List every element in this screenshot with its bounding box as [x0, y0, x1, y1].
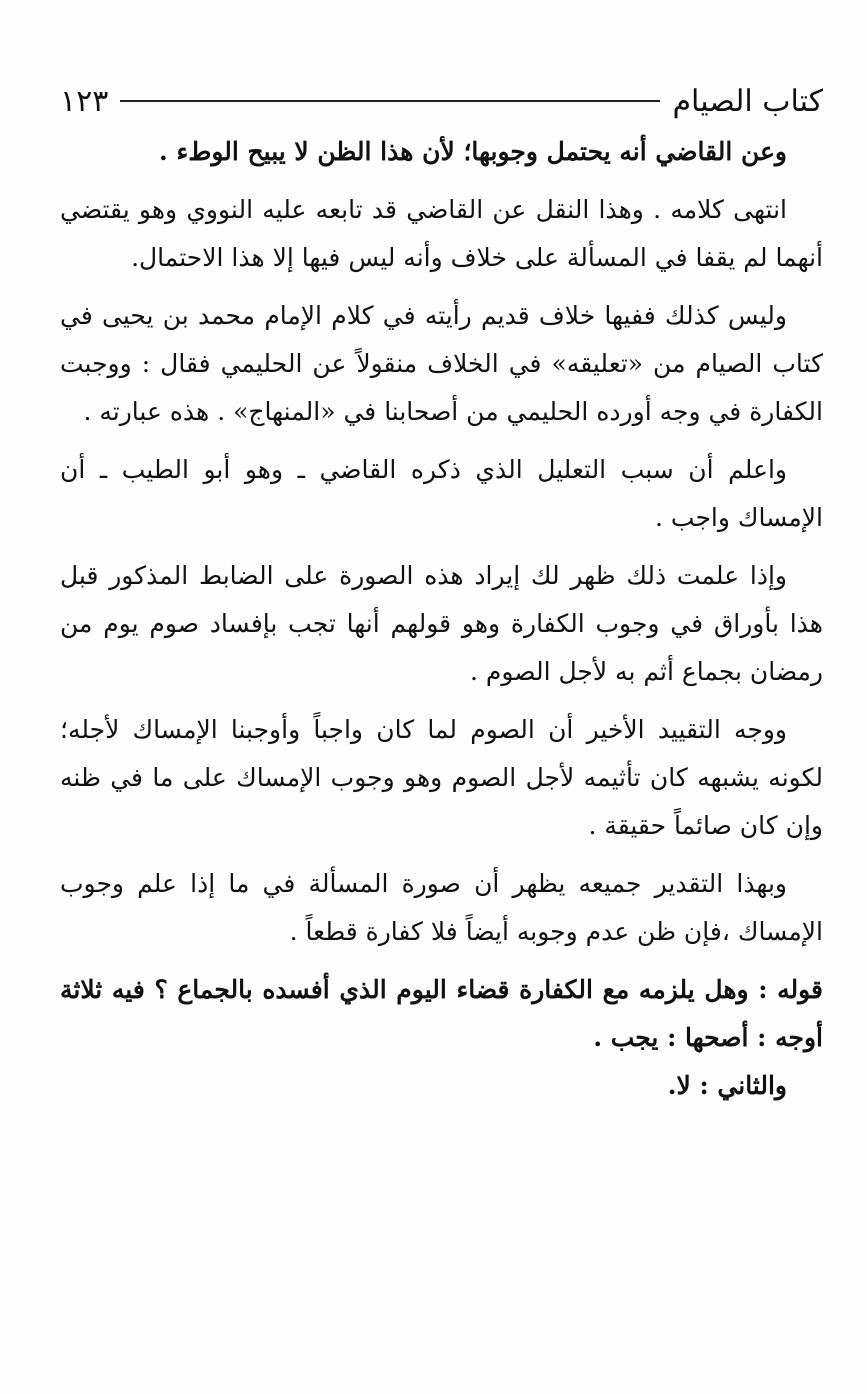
paragraph-7: وبهذا التقدير جميعه يظهر أن صورة المسألة في ما إذا علم وجوب الإمساك ،فإن ظن عدم وجوبه أيضاً فلا كفارة قطعاً . [60, 869, 823, 946]
page-body [60, 128, 823, 1110]
paragraph-6: ووجه التقييد الأخير أن الصوم لما كان واجباً وأوجبنا الإمساك لأجله؛ لكونه يشبهه كان تأثيمه لأجل الصوم وهو وجوب الإمساك على ما في ظنه وإن كان صائماً حقيقة . [60, 715, 823, 840]
paragraph-4: واعلم أن سبب التعليل الذي ذكره القاضي ـ وهو أبو الطيب ـ أن الإمساك واجب . [60, 455, 823, 532]
paragraph-1: وعن القاضي أنه يحتمل وجوبها؛ لأن هذا الظن لا يبيح الوطء . [159, 137, 787, 166]
paragraph-9: والثاني : لا. [667, 1071, 787, 1100]
running-header [60, 78, 823, 124]
paragraph-3: وليس كذلك ففيها خلاف قديم رأيته في كلام الإمام محمد بن يحيى في كتاب الصيام من «تعليقه» في الخلاف منقولاً عن الحليمي فقال : ووجبت الكفارة في وجه أورده الحليمي من أصحابنا في «المنهاج» . هذه عبارته . [60, 301, 823, 426]
page-number: ١٢٣ [60, 83, 109, 119]
header-rule [120, 100, 660, 102]
paragraph-5: وإذا علمت ذلك ظهر لك إيراد هذه الصورة على الضابط المذكور قبل هذا بأوراق في وجوب الكفارة وهو قولهم أنها تجب بإفساد صوم يوم من رمضان بجماع أثم به لأجل الصوم . [60, 561, 823, 686]
book-title: كتاب الصيام [672, 83, 823, 119]
paragraph-2: انتهى كلامه . وهذا النقل عن القاضي قد تابعه عليه النووي وهو يقتضي أنهما لم يقفا في المسألة على خلاف وأنه ليس فيها إلا هذا الاحتمال. [60, 195, 823, 272]
paragraph-8: قوله : وهل يلزمه مع الكفارة قضاء اليوم الذي أفسده بالجماع ؟ فيه ثلاثة أوجه : أصحها : يجب . [60, 975, 823, 1052]
